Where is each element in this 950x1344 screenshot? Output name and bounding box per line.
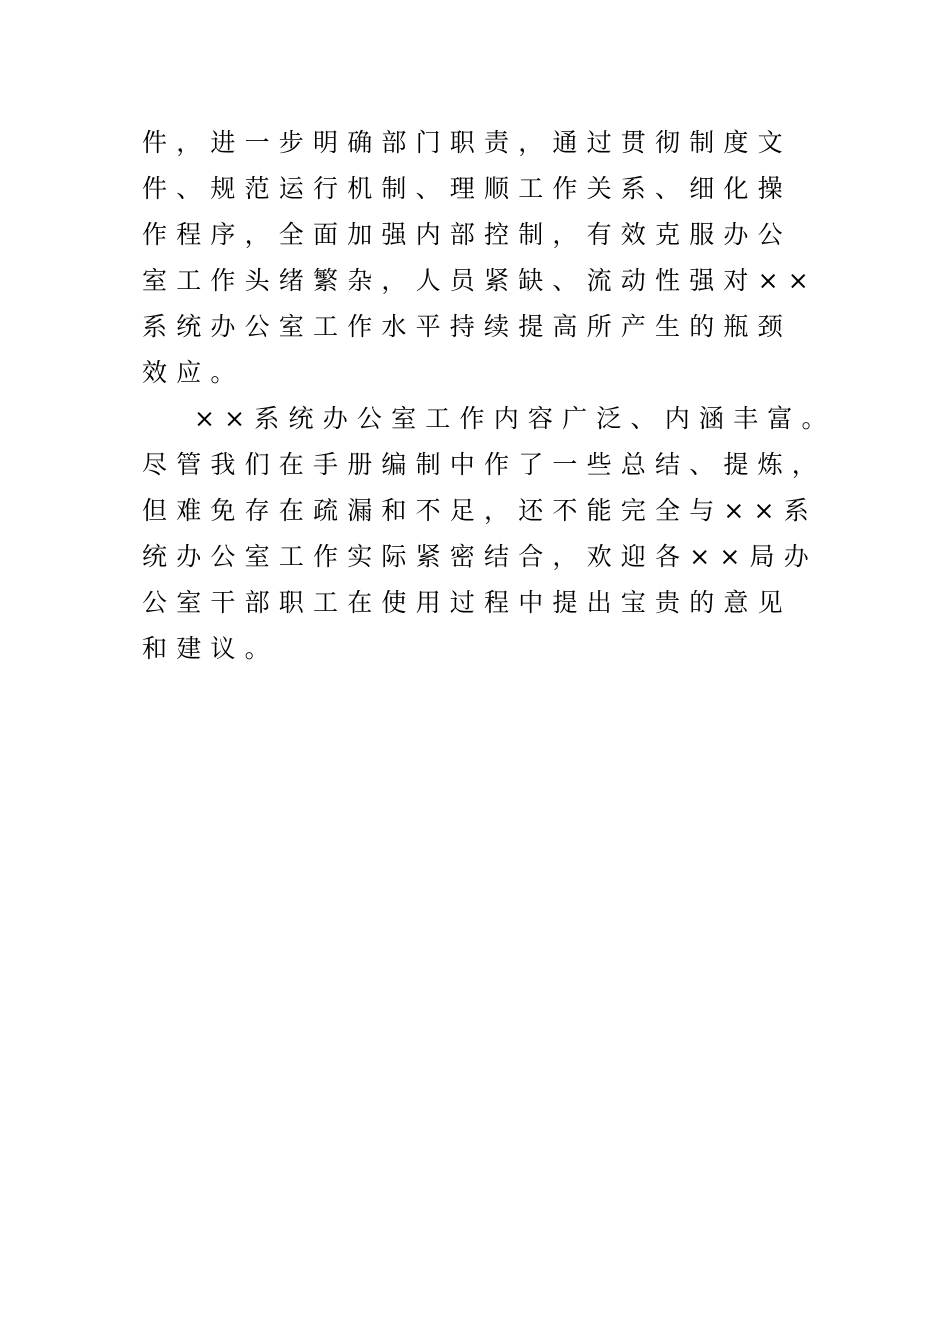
paragraph-2 bbox=[142, 396, 836, 672]
text-line: 统办公室工作实际紧密结合，欢迎各××局办 bbox=[142, 542, 818, 571]
text-line: 作程序，全面加强内部控制，有效克服办公 bbox=[142, 220, 792, 249]
text-line: 室工作头绪繁杂，人员紧缺、流动性强对×× bbox=[142, 266, 818, 295]
text-line: 系统办公室工作水平持续提高所产生的瓶颈 bbox=[142, 312, 792, 341]
text-line: 件、规范运行机制、理顺工作关系、细化操 bbox=[142, 174, 792, 203]
text-line: 公室干部职工在使用过程中提出宝贵的意见 bbox=[142, 588, 792, 617]
text-line: 和建议。 bbox=[142, 634, 279, 663]
text-line: 但难免存在疏漏和不足，还不能完全与××系 bbox=[142, 496, 818, 525]
text-line-indented: ××系统办公室工作内容广泛、内涵丰富。 bbox=[194, 404, 836, 433]
document-body bbox=[142, 120, 836, 672]
text-line: 件，进一步明确部门职责，通过贯彻制度文 bbox=[142, 128, 792, 157]
text-line: 效应。 bbox=[142, 358, 245, 387]
paragraph-1 bbox=[142, 120, 818, 396]
text-line: 尽管我们在手册编制中作了一些总结、提炼， bbox=[142, 450, 827, 479]
